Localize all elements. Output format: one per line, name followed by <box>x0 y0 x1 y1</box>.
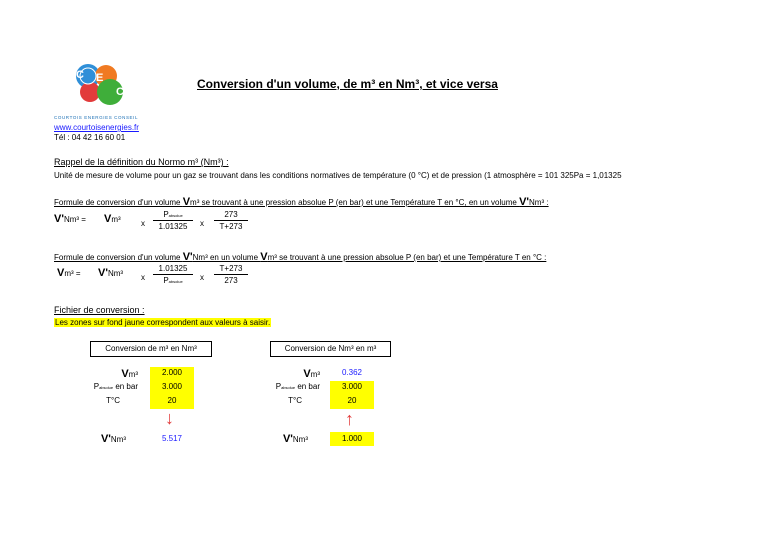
cec-logo <box>62 62 142 120</box>
calc-right-t-input[interactable]: 20 <box>347 396 357 405</box>
phone-number: Tél : 04 42 16 60 01 <box>54 133 126 142</box>
calc-right-v-label: Vm³ <box>303 368 320 380</box>
formula1-heading: Formule de conversion d'un volume Vm³ se trouvant à une pression absolue P (en bar) et une Température T en °C, en un volume V'Nm³ : <box>54 196 549 208</box>
calc-left-result-value: 5.517 <box>161 434 183 443</box>
formula2-heading: Formule de conversion d'un volume V'Nm³ en un volume Vm³ se trouvant à une pression absolue P (en bar) et une Température T en °C : <box>54 251 547 263</box>
calc-left-v-input[interactable]: 2.000 <box>161 368 183 377</box>
calc-left-t-input[interactable]: 20 <box>167 396 177 405</box>
calc-left-result-label: V'Nm³ <box>100 433 126 445</box>
calc-right-t-label: T°C <box>288 396 302 405</box>
definition-text: Unité de mesure de volume pour un gaz se trouvant dans les conditions normatives de température (0 °C) et de pression (1 atmosphère = 101 325Pa = 1,01325 <box>54 171 622 180</box>
calc-right-title: Conversion de Nm³ en m³ <box>270 341 391 357</box>
logo-letter-c1: C <box>76 69 84 81</box>
calc-right-up-arrow-icon: ↑ <box>345 409 354 429</box>
logo-letter-e: E <box>96 72 104 84</box>
formula2-lhs: Vm³ = <box>57 267 81 279</box>
formula1-times1: x <box>141 219 145 228</box>
website-link[interactable]: www.courtoisenergies.fr <box>54 123 139 132</box>
logo-tagline: COURTOIS ENERGIES CONSEIL <box>54 115 139 120</box>
calc-right-result-label: V'Nm³ <box>282 433 308 445</box>
calc-left-down-arrow-icon: ↓ <box>165 408 174 428</box>
formula1-fraction-temperature: $\frac{273}{T+273}$ <box>214 210 248 231</box>
calc-right-result-input[interactable]: 1.000 <box>330 432 374 446</box>
definition-heading: Rappel de la définition du Normo m³ (Nm³) : <box>54 157 229 167</box>
calc-right-p-label: Pabsolue en bar <box>275 382 320 391</box>
calc-right-v-value: 0.362 <box>341 368 363 377</box>
formula1-fraction-pressure: Pabsolue 1.01325 <box>153 210 193 231</box>
calc-left-p-label: Pabsolue en bar <box>93 382 138 391</box>
calc-right-p-input[interactable]: 3.000 <box>341 382 363 391</box>
calc-left-p-input[interactable]: 3.000 <box>161 382 183 391</box>
calc-left-v-label: Vm³ <box>121 368 138 380</box>
calc-left-t-label: T°C <box>106 396 120 405</box>
page-title: Conversion d'un volume, de m³ en Nm³, et vice versa <box>197 77 498 91</box>
conversion-file-note: Les zones sur fond jaune correspondent aux valeurs à saisir. <box>55 318 271 327</box>
logo-graphic <box>62 62 142 120</box>
formula1-lhs: V'Nm³ = <box>54 213 86 225</box>
formula2-fraction-temperature: $\frac{T+273}{273}$ <box>214 264 248 285</box>
formula2-rhs: V'Nm³ <box>98 267 124 279</box>
conversion-file-heading: Fichier de conversion : <box>54 305 145 315</box>
formula1-rhs: Vm³ <box>104 213 121 225</box>
formula2-times1: x <box>141 273 145 282</box>
formula1-times2: x <box>200 219 204 228</box>
calc-left-title: Conversion de m³ en Nm³ <box>90 341 212 357</box>
formula2-times2: x <box>200 273 204 282</box>
logo-letter-c2: C <box>116 86 124 98</box>
formula2-fraction-pressure: 1.01325 Pabsolue <box>153 264 193 285</box>
